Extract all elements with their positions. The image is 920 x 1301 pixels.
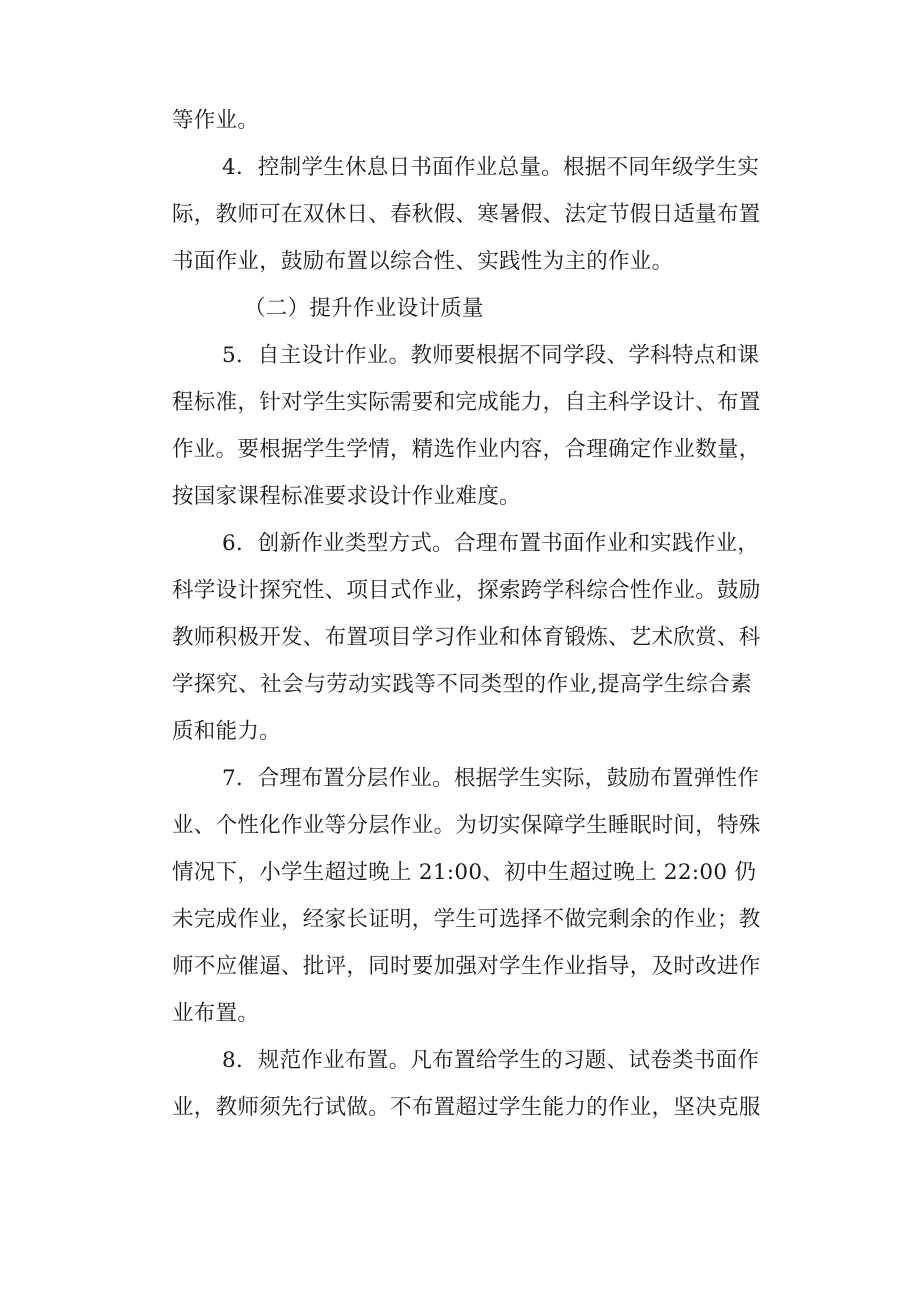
section-heading — [172, 285, 752, 332]
text-line: 教师积极开发、布置项目学习作业和体育锻炼、艺术欣赏、科 — [172, 625, 761, 650]
text-line: 情况下，小学生超过晚上 21:00、初中生超过晚上 22:00 仍 — [172, 860, 757, 885]
text-line: 师不应催逼、批评，同时要加强对学生作业指导，及时改进作 — [172, 954, 761, 979]
text-line: 科学设计探究性、项目式作业，探索跨学科综合性作业。鼓励 — [172, 578, 761, 603]
text-line: 8．规范作业布置。凡布置给学生的习题、试卷类书面作 — [222, 1048, 760, 1073]
paragraph-item-8 — [172, 1037, 761, 1131]
text-line: 学探究、社会与劳动实践等不同类型的作业,提高学生综合素 — [172, 672, 752, 697]
text-line: 业，教师须先行试做。不布置超过学生能力的作业，坚决克服 — [172, 1095, 761, 1120]
paragraph-item-6 — [172, 520, 761, 755]
document-body — [172, 97, 761, 1131]
text-line: 7．合理布置分层作业。根据学生实际，鼓励布置弹性作 — [222, 766, 760, 791]
heading-text: （二）提升作业设计质量 — [244, 296, 484, 321]
text-line: 书面作业，鼓励布置以综合性、实践性为主的作业。 — [172, 249, 674, 274]
text-line: 作业。要根据学生学情，精选作业内容，合理确定作业数量， — [172, 437, 761, 462]
paragraph-item-4 — [172, 144, 761, 285]
text-line: 5．自主设计作业。教师要根据不同学段、学科特点和课 — [222, 343, 760, 368]
paragraph-continuation — [172, 97, 752, 144]
text-line: 际，教师可在双休日、春秋假、寒暑假、法定节假日适量布置 — [172, 202, 761, 227]
paragraph-item-5 — [172, 332, 761, 520]
text-line: 业布置。 — [172, 1001, 260, 1026]
paragraph-item-7 — [172, 755, 761, 1037]
text-line: 质和能力。 — [172, 719, 282, 744]
text-line: 程标准，针对学生实际需要和完成能力，自主科学设计、布置 — [172, 390, 761, 415]
text-line: 等作业。 — [172, 108, 260, 133]
text-line: 按国家课程标准要求设计作业难度。 — [172, 484, 521, 509]
text-line: 6．创新作业类型方式。合理布置书面作业和实践作业， — [222, 531, 760, 556]
text-line: 未完成作业，经家长证明，学生可选择不做完剩余的作业；教 — [172, 907, 761, 932]
text-line: 业、个性化作业等分层作业。为切实保障学生睡眠时间，特殊 — [172, 813, 761, 838]
text-line: 4．控制学生休息日书面作业总量。根据不同年级学生实 — [222, 155, 760, 180]
